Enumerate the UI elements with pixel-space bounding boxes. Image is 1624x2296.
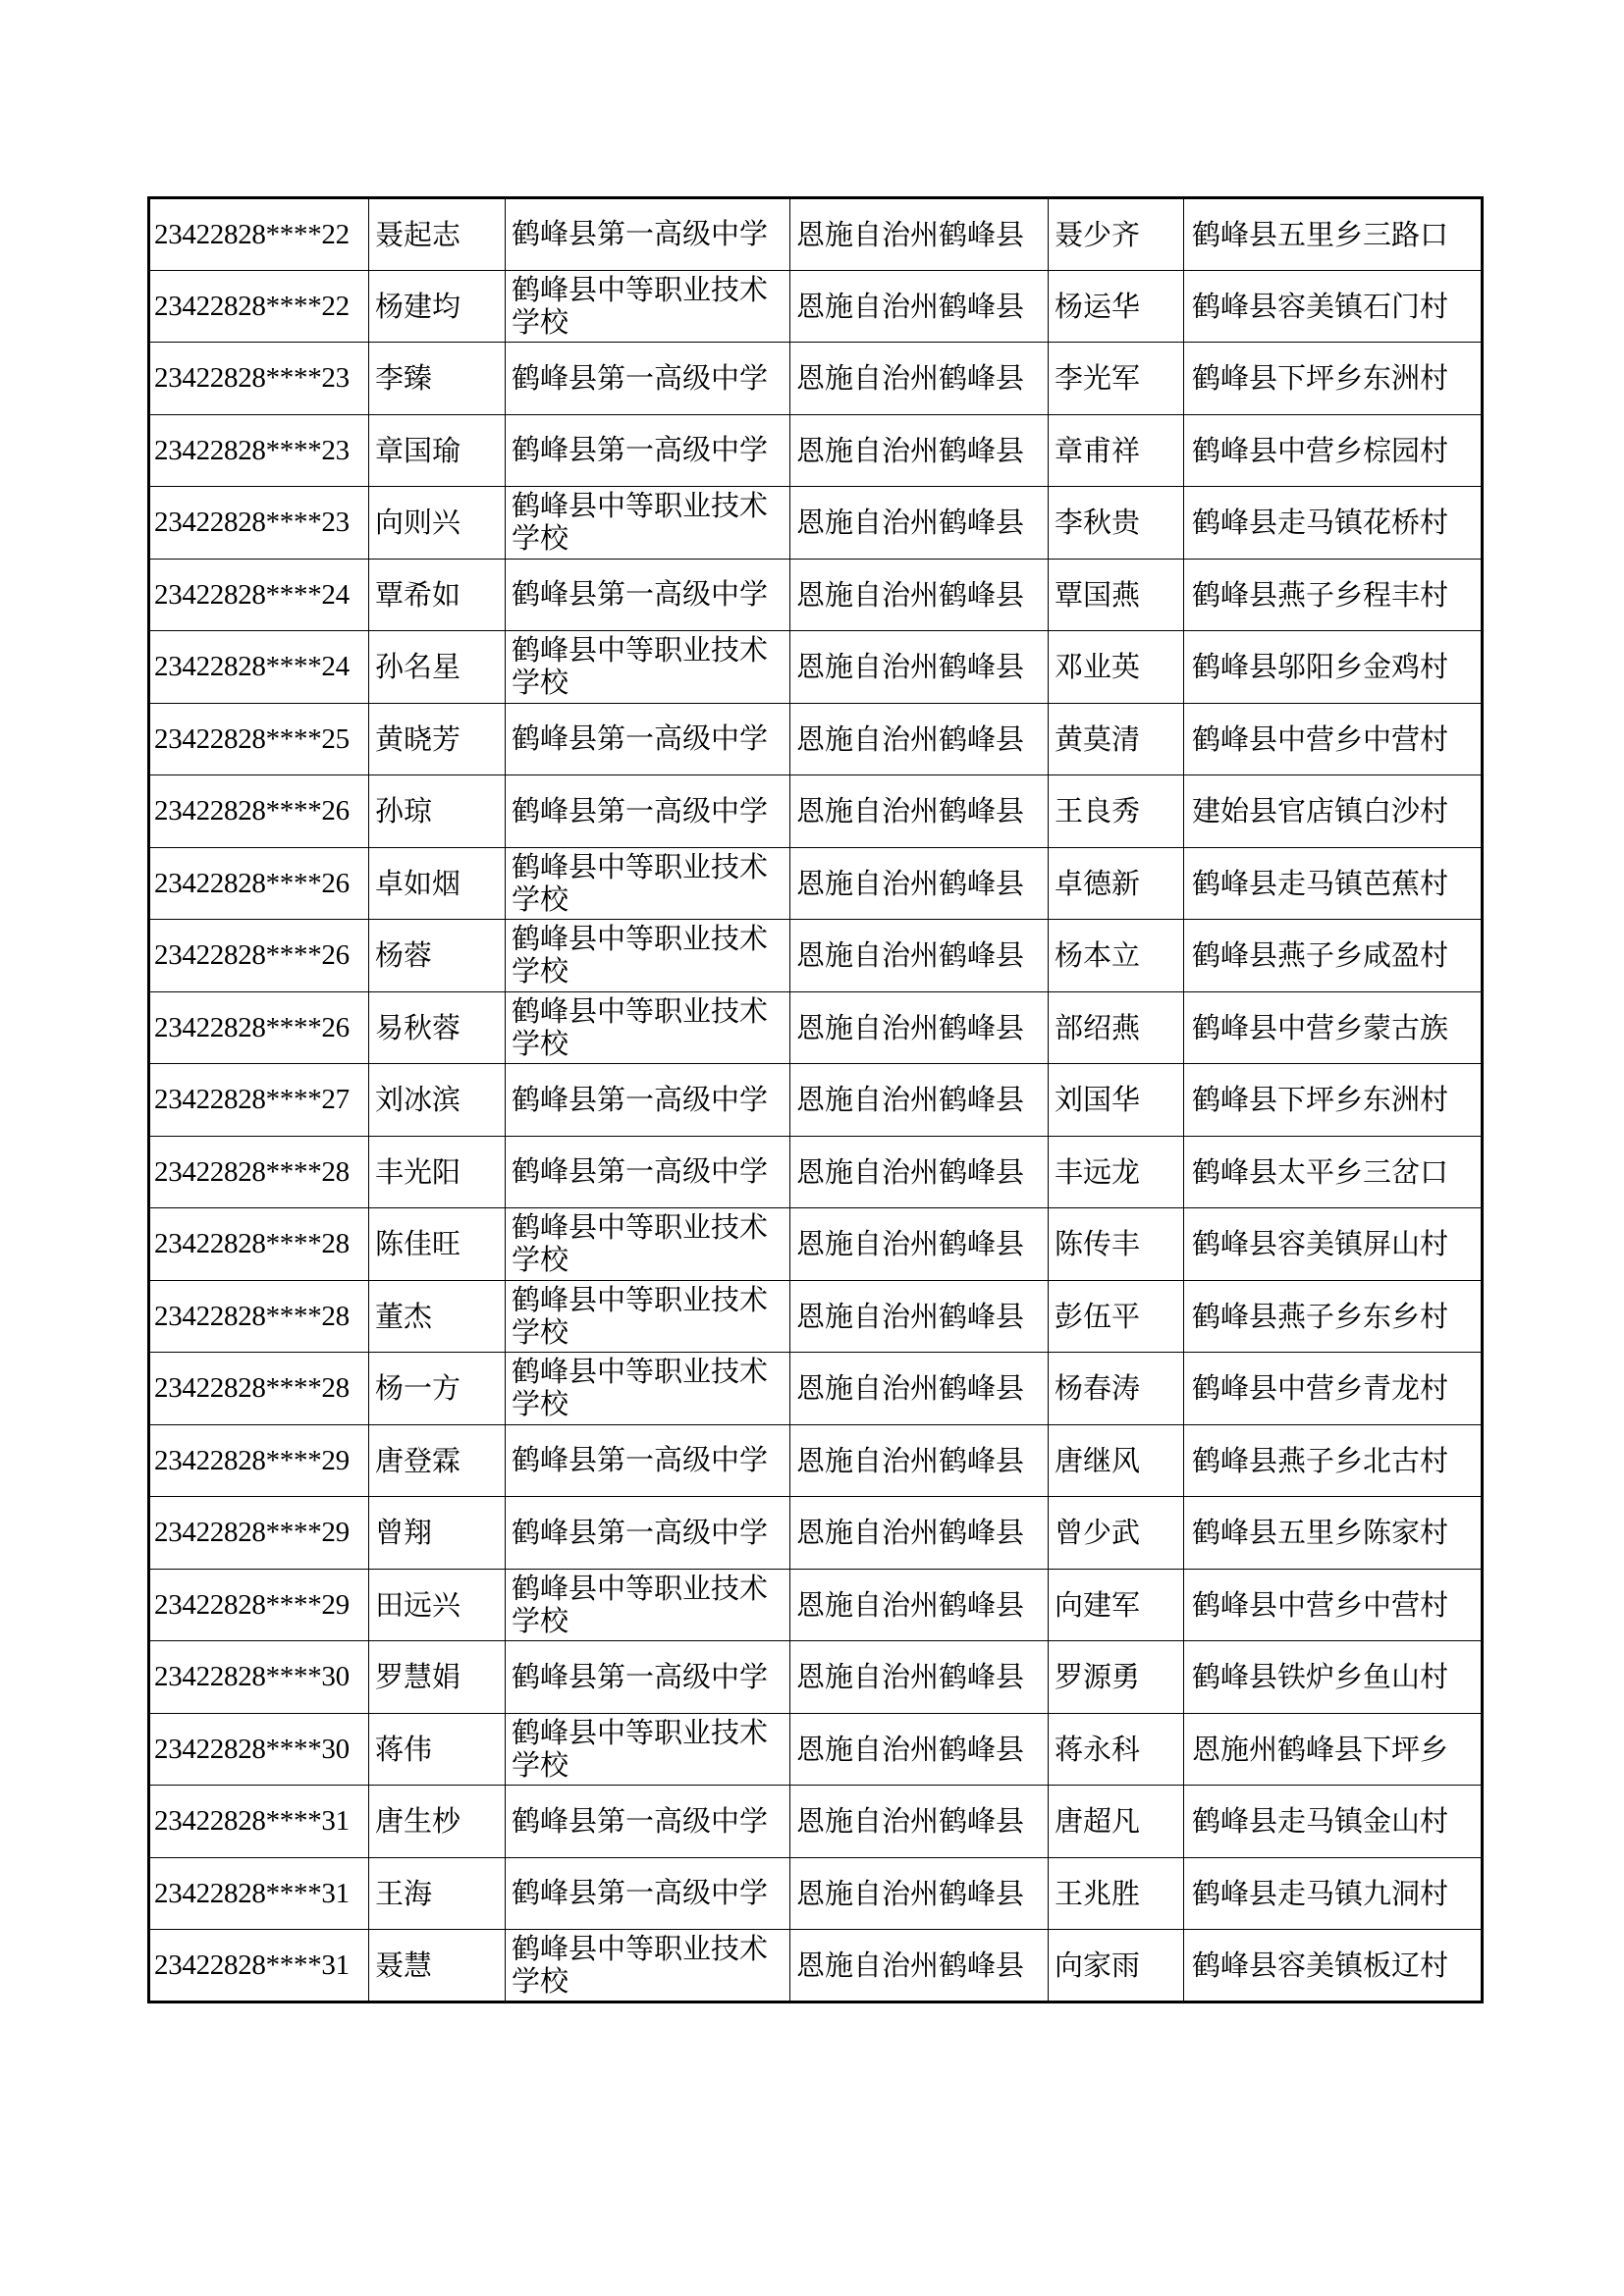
school-cell: 鹤峰县第一高级中学 [506,703,790,775]
region-cell: 恩施自治州鹤峰县 [790,847,1049,920]
id-number-cell: 23422828****29 [149,1424,369,1497]
address-cell: 鹤峰县下坪乡东洲村 [1184,343,1483,415]
id-number-cell: 23422828****28 [149,1136,369,1208]
guardian-name-cell: 丰远龙 [1049,1136,1184,1208]
guardian-name-cell: 李秋贵 [1049,487,1184,560]
id-number-cell: 23422828****23 [149,487,369,560]
student-name-cell: 覃希如 [369,559,506,631]
address-cell: 鹤峰县容美镇屏山村 [1184,1208,1483,1281]
student-name-cell: 章国瑜 [369,414,506,487]
school-cell: 鹤峰县中等职业技术学校 [506,1713,790,1786]
guardian-name-cell: 王兆胜 [1049,1857,1184,1930]
school-cell: 鹤峰县第一高级中学 [506,1641,790,1714]
id-number-cell: 23422828****27 [149,1064,369,1137]
address-cell: 鹤峰县下坪乡东洲村 [1184,1064,1483,1137]
school-cell: 鹤峰县第一高级中学 [506,1136,790,1208]
id-number-cell: 23422828****31 [149,1857,369,1930]
guardian-name-cell: 李光军 [1049,343,1184,415]
table-row [149,1857,1483,1930]
table-row [149,1569,1483,1641]
id-number-cell: 23422828****30 [149,1641,369,1714]
guardian-name-cell: 向家雨 [1049,1930,1184,2002]
address-cell: 鹤峰县走马镇芭蕉村 [1184,847,1483,920]
guardian-name-cell: 彭伍平 [1049,1280,1184,1353]
address-cell: 鹤峰县燕子乡咸盈村 [1184,920,1483,992]
guardian-name-cell: 曾少武 [1049,1497,1184,1570]
student-name-cell: 李臻 [369,343,506,415]
guardian-name-cell: 罗源勇 [1049,1641,1184,1714]
address-cell: 鹤峰县太平乡三岔口 [1184,1136,1483,1208]
address-cell: 鹤峰县中营乡蒙古族 [1184,991,1483,1064]
school-cell: 鹤峰县第一高级中学 [506,1064,790,1137]
guardian-name-cell: 卓德新 [1049,847,1184,920]
school-cell: 鹤峰县第一高级中学 [506,1497,790,1570]
table-row [149,1786,1483,1858]
id-number-cell: 23422828****23 [149,414,369,487]
address-cell: 鹤峰县燕子乡北古村 [1184,1424,1483,1497]
student-name-cell: 曾翔 [369,1497,506,1570]
student-name-cell: 王海 [369,1857,506,1930]
table-row [149,991,1483,1064]
student-name-cell: 丰光阳 [369,1136,506,1208]
guardian-name-cell: 向建军 [1049,1569,1184,1641]
student-name-cell: 孙琼 [369,775,506,848]
guardian-name-cell: 杨春涛 [1049,1353,1184,1425]
id-number-cell: 23422828****22 [149,270,369,343]
school-cell: 鹤峰县第一高级中学 [506,343,790,415]
table-row [149,775,1483,848]
school-cell: 鹤峰县第一高级中学 [506,198,790,271]
student-name-cell: 杨建均 [369,270,506,343]
address-cell: 恩施州鹤峰县下坪乡 [1184,1713,1483,1786]
student-name-cell: 卓如烟 [369,847,506,920]
student-name-cell: 向则兴 [369,487,506,560]
id-number-cell: 23422828****22 [149,198,369,271]
table-row [149,631,1483,704]
id-number-cell: 23422828****24 [149,631,369,704]
region-cell: 恩施自治州鹤峰县 [790,487,1049,560]
student-name-cell: 田远兴 [369,1569,506,1641]
region-cell: 恩施自治州鹤峰县 [790,343,1049,415]
region-cell: 恩施自治州鹤峰县 [790,1930,1049,2002]
student-name-cell: 杨蓉 [369,920,506,992]
table-row [149,1713,1483,1786]
region-cell: 恩施自治州鹤峰县 [790,1424,1049,1497]
id-number-cell: 23422828****28 [149,1353,369,1425]
region-cell: 恩施自治州鹤峰县 [790,920,1049,992]
student-name-cell: 董杰 [369,1280,506,1353]
address-cell: 鹤峰县五里乡三路口 [1184,198,1483,271]
id-number-cell: 23422828****26 [149,920,369,992]
guardian-name-cell: 章甫祥 [1049,414,1184,487]
student-name-cell: 聂慧 [369,1930,506,2002]
student-name-cell: 唐生杪 [369,1786,506,1858]
region-cell: 恩施自治州鹤峰县 [790,775,1049,848]
id-number-cell: 23422828****24 [149,559,369,631]
student-name-cell: 孙名星 [369,631,506,704]
student-name-cell: 易秋蓉 [369,991,506,1064]
address-cell: 鹤峰县走马镇花桥村 [1184,487,1483,560]
address-cell: 鹤峰县五里乡陈家村 [1184,1497,1483,1570]
school-cell: 鹤峰县中等职业技术学校 [506,1930,790,2002]
school-cell: 鹤峰县第一高级中学 [506,1786,790,1858]
guardian-name-cell: 邓业英 [1049,631,1184,704]
school-cell: 鹤峰县第一高级中学 [506,775,790,848]
school-cell: 鹤峰县中等职业技术学校 [506,991,790,1064]
table-row [149,1497,1483,1570]
region-cell: 恩施自治州鹤峰县 [790,1497,1049,1570]
region-cell: 恩施自治州鹤峰县 [790,991,1049,1064]
address-cell: 鹤峰县走马镇金山村 [1184,1786,1483,1858]
id-number-cell: 23422828****29 [149,1569,369,1641]
guardian-name-cell: 部绍燕 [1049,991,1184,1064]
student-name-cell: 杨一方 [369,1353,506,1425]
table-row [149,1424,1483,1497]
school-cell: 鹤峰县第一高级中学 [506,559,790,631]
id-number-cell: 23422828****30 [149,1713,369,1786]
school-cell: 鹤峰县第一高级中学 [506,1857,790,1930]
region-cell: 恩施自治州鹤峰县 [790,1786,1049,1858]
id-number-cell: 23422828****26 [149,775,369,848]
address-cell: 鹤峰县铁炉乡鱼山村 [1184,1641,1483,1714]
school-cell: 鹤峰县第一高级中学 [506,414,790,487]
school-cell: 鹤峰县中等职业技术学校 [506,1353,790,1425]
id-number-cell: 23422828****31 [149,1786,369,1858]
guardian-name-cell: 聂少齐 [1049,198,1184,271]
region-cell: 恩施自治州鹤峰县 [790,1208,1049,1281]
table-row [149,343,1483,415]
region-cell: 恩施自治州鹤峰县 [790,631,1049,704]
table-row [149,1208,1483,1281]
student-name-cell: 聂起志 [369,198,506,271]
table-row [149,1641,1483,1714]
student-name-cell: 蒋伟 [369,1713,506,1786]
school-cell: 鹤峰县中等职业技术学校 [506,487,790,560]
school-cell: 鹤峰县中等职业技术学校 [506,631,790,704]
address-cell: 鹤峰县中营乡中营村 [1184,1569,1483,1641]
guardian-name-cell: 黄莫清 [1049,703,1184,775]
address-cell: 鹤峰县容美镇板辽村 [1184,1930,1483,2002]
table-row [149,1930,1483,2002]
id-number-cell: 23422828****29 [149,1497,369,1570]
id-number-cell: 23422828****28 [149,1280,369,1353]
region-cell: 恩施自治州鹤峰县 [790,1280,1049,1353]
address-cell: 鹤峰县走马镇九洞村 [1184,1857,1483,1930]
student-name-cell: 唐登霖 [369,1424,506,1497]
region-cell: 恩施自治州鹤峰县 [790,414,1049,487]
address-cell: 鹤峰县燕子乡东乡村 [1184,1280,1483,1353]
region-cell: 恩施自治州鹤峰县 [790,703,1049,775]
region-cell: 恩施自治州鹤峰县 [790,559,1049,631]
table-row [149,198,1483,271]
guardian-name-cell: 蒋永科 [1049,1713,1184,1786]
address-cell: 建始县官店镇白沙村 [1184,775,1483,848]
school-cell: 鹤峰县中等职业技术学校 [506,920,790,992]
school-cell: 鹤峰县第一高级中学 [506,1424,790,1497]
address-cell: 鹤峰县中营乡青龙村 [1184,1353,1483,1425]
id-number-cell: 23422828****26 [149,847,369,920]
id-number-cell: 23422828****26 [149,991,369,1064]
region-cell: 恩施自治州鹤峰县 [790,1857,1049,1930]
address-cell: 鹤峰县燕子乡程丰村 [1184,559,1483,631]
guardian-name-cell: 刘国华 [1049,1064,1184,1137]
region-cell: 恩施自治州鹤峰县 [790,1136,1049,1208]
table-row [149,1353,1483,1425]
address-cell: 鹤峰县中营乡中营村 [1184,703,1483,775]
id-number-cell: 23422828****25 [149,703,369,775]
region-cell: 恩施自治州鹤峰县 [790,198,1049,271]
school-cell: 鹤峰县中等职业技术学校 [506,1280,790,1353]
guardian-name-cell: 杨本立 [1049,920,1184,992]
table-row [149,414,1483,487]
region-cell: 恩施自治州鹤峰县 [790,1353,1049,1425]
table-row [149,1280,1483,1353]
table-row [149,487,1483,560]
address-cell: 鹤峰县容美镇石门村 [1184,270,1483,343]
table-row [149,1136,1483,1208]
table-row [149,847,1483,920]
student-name-cell: 陈佳旺 [369,1208,506,1281]
student-table [147,196,1484,2003]
region-cell: 恩施自治州鹤峰县 [790,1064,1049,1137]
table-row [149,920,1483,992]
region-cell: 恩施自治州鹤峰县 [790,1641,1049,1714]
region-cell: 恩施自治州鹤峰县 [790,270,1049,343]
school-cell: 鹤峰县中等职业技术学校 [506,847,790,920]
guardian-name-cell: 唐继风 [1049,1424,1184,1497]
guardian-name-cell: 覃国燕 [1049,559,1184,631]
region-cell: 恩施自治州鹤峰县 [790,1569,1049,1641]
table-row [149,1064,1483,1137]
id-number-cell: 23422828****31 [149,1930,369,2002]
student-name-cell: 刘冰滨 [369,1064,506,1137]
school-cell: 鹤峰县中等职业技术学校 [506,1569,790,1641]
table-row [149,703,1483,775]
guardian-name-cell: 唐超凡 [1049,1786,1184,1858]
guardian-name-cell: 王良秀 [1049,775,1184,848]
id-number-cell: 23422828****23 [149,343,369,415]
student-name-cell: 罗慧娟 [369,1641,506,1714]
student-name-cell: 黄晓芳 [369,703,506,775]
address-cell: 鹤峰县中营乡棕园村 [1184,414,1483,487]
table-body [149,198,1483,2002]
school-cell: 鹤峰县中等职业技术学校 [506,270,790,343]
region-cell: 恩施自治州鹤峰县 [790,1713,1049,1786]
guardian-name-cell: 陈传丰 [1049,1208,1184,1281]
table-row [149,559,1483,631]
school-cell: 鹤峰县中等职业技术学校 [506,1208,790,1281]
id-number-cell: 23422828****28 [149,1208,369,1281]
address-cell: 鹤峰县邬阳乡金鸡村 [1184,631,1483,704]
guardian-name-cell: 杨运华 [1049,270,1184,343]
table-row [149,270,1483,343]
